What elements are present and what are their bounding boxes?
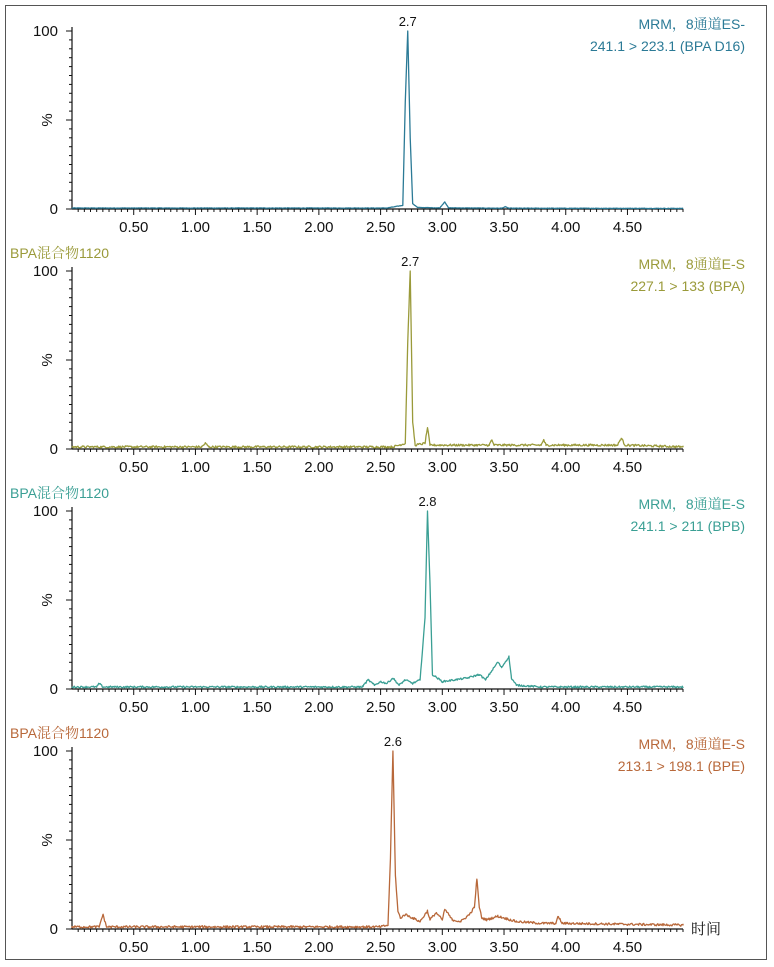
x-tick-label: 4.50 [612,699,643,716]
chromatogram-panel-4 [10,725,745,956]
x-tick-label: 3.00 [427,699,457,716]
trace-line [72,511,683,688]
y-axis-title: % [39,833,56,847]
y-tick-label: 100 [32,263,58,280]
x-tick-label: 1.50 [242,459,272,476]
x-tick-label: 3.50 [489,699,519,716]
y-axis-title: % [39,353,56,367]
x-tick-label: 1.00 [180,459,211,476]
x-tick-label: 1.50 [242,699,272,716]
x-tick-label: 3.50 [489,459,519,476]
x-tick-label: 3.50 [489,939,519,956]
channel-info-line: MRM，8通道E-S [638,736,745,752]
trace-line [72,271,683,448]
chromatogram-panel-1 [33,14,745,236]
x-tick-label: 3.00 [427,219,457,236]
x-tick-label: 4.50 [612,219,643,236]
trace-line [72,751,683,928]
peak-label: 2.6 [383,734,402,749]
sample-label: BPA混合物1120 [10,485,110,501]
x-tick-label: 0.50 [119,699,149,716]
x-tick-label: 1.00 [180,939,211,956]
x-axis-title: 时间 [691,921,722,938]
y-tick-label: 0 [49,921,58,938]
channel-info-line: 227.1 > 133 (BPA) [630,278,745,294]
y-tick-label: 0 [49,201,58,218]
x-tick-label: 1.50 [242,219,272,236]
channel-info-line: MRM，8通道E-S [638,496,745,512]
x-tick-label: 2.00 [304,699,334,716]
x-tick-label: 3.00 [427,939,457,956]
x-tick-label: 2.50 [365,459,396,476]
peak-label: 2.8 [418,494,437,509]
x-tick-label: 4.00 [551,219,581,236]
y-tick-label: 100 [32,743,58,760]
y-tick-label: 100 [32,23,58,40]
x-tick-label: 0.50 [119,219,149,236]
sample-label: BPA混合物1120 [10,245,110,261]
x-tick-label: 0.50 [119,459,149,476]
x-tick-label: 4.50 [612,939,643,956]
x-tick-label: 1.50 [242,939,272,956]
x-tick-label: 4.00 [551,939,581,956]
x-tick-label: 2.00 [304,939,334,956]
y-axis-title: % [39,113,56,127]
peak-label: 2.7 [401,254,420,269]
chromatogram-panel-2 [10,245,745,476]
x-tick-label: 4.00 [551,459,581,476]
y-tick-label: 0 [49,681,58,698]
x-tick-label: 2.00 [304,219,334,236]
x-tick-label: 1.00 [180,219,211,236]
channel-info-line: 241.1 > 223.1 (BPA D16) [589,38,745,54]
y-axis-title: % [39,593,56,607]
channel-info-line: 213.1 > 198.1 (BPE) [617,758,745,774]
channel-info-line: 241.1 > 211 (BPB) [630,518,745,534]
x-tick-label: 4.50 [612,459,643,476]
x-tick-label: 0.50 [119,939,149,956]
x-tick-label: 1.00 [180,699,211,716]
chromatogram-panel-3 [10,485,745,716]
peak-label: 2.7 [398,14,417,29]
x-tick-label: 2.50 [365,699,396,716]
sample-label: BPA混合物1120 [10,725,110,741]
y-tick-label: 0 [49,441,58,458]
channel-info-line: MRM，8通道ES- [638,16,745,32]
x-tick-label: 3.00 [427,459,457,476]
x-tick-label: 3.50 [489,219,519,236]
y-tick-label: 100 [32,503,58,520]
x-tick-label: 2.00 [304,459,334,476]
x-tick-label: 2.50 [365,219,396,236]
x-tick-label: 2.50 [365,939,396,956]
trace-line [72,31,683,209]
x-tick-label: 4.00 [551,699,581,716]
channel-info-line: MRM，8通道E-S [638,256,745,272]
